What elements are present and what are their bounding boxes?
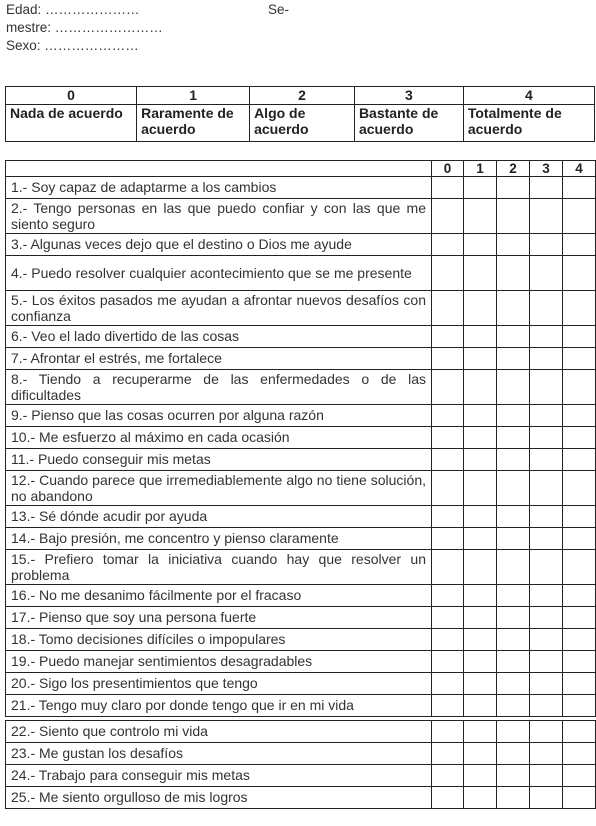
questionnaire-row	[6, 695, 596, 717]
scale-numbers-row	[6, 87, 595, 105]
answer-cell-0[interactable]	[432, 585, 464, 607]
answer-cell-0[interactable]	[432, 629, 464, 651]
answer-cell-2[interactable]	[497, 585, 530, 607]
scale-label: Totalmente de acuerdo	[463, 105, 594, 142]
answer-cell-4[interactable]	[563, 585, 596, 607]
questionnaire-row	[6, 550, 596, 585]
questionnaire-row	[6, 348, 596, 370]
answer-cell-4[interactable]	[563, 449, 596, 471]
answer-cell-4[interactable]	[563, 607, 596, 629]
answer-cell-4[interactable]	[563, 199, 596, 234]
answer-cell-2[interactable]	[497, 528, 530, 550]
column-header: 1	[464, 161, 497, 177]
question-text: 14.- Bajo presión, me concentro y pienso claramente	[6, 528, 432, 550]
questionnaire-row	[6, 651, 596, 673]
answer-cell-3[interactable]	[530, 234, 563, 256]
answer-cell-2[interactable]	[497, 695, 530, 717]
questionnaire-row	[6, 199, 596, 234]
column-header: 0	[432, 161, 464, 177]
answer-cell-4[interactable]	[563, 234, 596, 256]
scale-label: Algo de acuerdo	[250, 105, 355, 142]
answer-cell-3[interactable]	[530, 370, 563, 405]
answer-header-row	[6, 161, 596, 177]
answer-cell-0[interactable]	[432, 177, 464, 199]
question-text: 19.- Puedo manejar sentimientos desagradables	[6, 651, 432, 673]
answer-cell-3[interactable]	[530, 449, 563, 471]
question-text: 24.- Trabajo para conseguir mis metas	[6, 765, 432, 787]
question-text: 3.- Algunas veces dejo que el destino o Dios me ayude	[6, 234, 432, 256]
answer-cell-3[interactable]	[530, 673, 563, 695]
answer-cell-4[interactable]	[563, 256, 596, 291]
answer-cell-3[interactable]	[530, 721, 563, 743]
answer-cell-0[interactable]	[432, 427, 464, 449]
scale-label: Bastante de acuerdo	[354, 105, 463, 142]
answer-cell-0[interactable]	[432, 199, 464, 234]
answer-cell-4[interactable]	[563, 370, 596, 405]
answer-cell-3[interactable]	[530, 787, 563, 809]
answer-cell-1[interactable]	[464, 234, 497, 256]
answer-cell-2[interactable]	[497, 177, 530, 199]
answer-cell-1[interactable]	[464, 743, 497, 765]
semestre-field[interactable]: mestre: ……………………	[6, 20, 163, 35]
answer-cell-3[interactable]	[530, 199, 563, 234]
questionnaire-row	[6, 528, 596, 550]
questionnaire-row	[6, 629, 596, 651]
answer-cell-3[interactable]	[530, 765, 563, 787]
questionnaire-row	[6, 370, 596, 405]
answer-cell-1[interactable]	[464, 550, 497, 585]
questionnaire-row	[6, 765, 596, 787]
column-header: 4	[563, 161, 596, 177]
answer-cell-0[interactable]	[432, 348, 464, 370]
question-text: 22.- Siento que controlo mi vida	[6, 721, 432, 743]
answer-cell-3[interactable]	[530, 326, 563, 348]
answer-cell-0[interactable]	[432, 550, 464, 585]
answer-cell-3[interactable]	[530, 506, 563, 528]
answer-cell-0[interactable]	[432, 721, 464, 743]
answer-cell-1[interactable]	[464, 673, 497, 695]
answer-cell-2[interactable]	[497, 787, 530, 809]
answer-cell-1[interactable]	[464, 721, 497, 743]
answer-cell-3[interactable]	[530, 607, 563, 629]
answer-cell-3[interactable]	[530, 651, 563, 673]
sexo-field[interactable]: Sexo: …………………	[6, 38, 139, 53]
answer-cell-0[interactable]	[432, 370, 464, 405]
answer-cell-1[interactable]	[464, 256, 497, 291]
questionnaire-row	[6, 743, 596, 765]
answer-cell-4[interactable]	[563, 348, 596, 370]
column-header: 3	[530, 161, 563, 177]
answer-cell-4[interactable]	[563, 651, 596, 673]
answer-cell-3[interactable]	[530, 695, 563, 717]
answer-cell-3[interactable]	[530, 405, 563, 427]
question-text: 4.- Puedo resolver cualquier acontecimiento que se me presente	[6, 256, 432, 291]
answer-cell-2[interactable]	[497, 471, 530, 506]
answer-cell-4[interactable]	[563, 291, 596, 326]
questionnaire-row	[6, 673, 596, 695]
question-text: 18.- Tomo decisiones difíciles o impopulares	[6, 629, 432, 651]
question-text: 20.- Sigo los presentimientos que tengo	[6, 673, 432, 695]
answer-cell-2[interactable]	[497, 673, 530, 695]
questionnaire-row	[6, 326, 596, 348]
answer-cell-3[interactable]	[530, 177, 563, 199]
answer-cell-1[interactable]	[464, 471, 497, 506]
answer-cell-4[interactable]	[563, 506, 596, 528]
questionnaire-row	[6, 607, 596, 629]
scale-number: 3	[354, 87, 463, 105]
answer-cell-2[interactable]	[497, 651, 530, 673]
answer-cell-2[interactable]	[497, 607, 530, 629]
answer-cell-4[interactable]	[563, 765, 596, 787]
answer-cell-1[interactable]	[464, 765, 497, 787]
answer-cell-3[interactable]	[530, 348, 563, 370]
answer-cell-0[interactable]	[432, 673, 464, 695]
edad-field[interactable]: Edad: …………………	[6, 2, 140, 17]
questionnaire-table	[5, 160, 596, 809]
answer-cell-0[interactable]	[432, 449, 464, 471]
question-text: 10.- Me esfuerzo al máximo en cada ocasión	[6, 427, 432, 449]
answer-cell-1[interactable]	[464, 291, 497, 326]
question-text: 7.- Afrontar el estrés, me fortalece	[6, 348, 432, 370]
answer-cell-2[interactable]	[497, 348, 530, 370]
answer-cell-1[interactable]	[464, 585, 497, 607]
questionnaire-row	[6, 291, 596, 326]
scale-labels-row	[6, 105, 595, 142]
questionnaire-row	[6, 427, 596, 449]
answer-cell-2[interactable]	[497, 629, 530, 651]
answer-cell-3[interactable]	[530, 743, 563, 765]
answer-cell-4[interactable]	[563, 550, 596, 585]
question-text: 5.- Los éxitos pasados me ayudan a afrontar nuevos desafíos con confianza	[6, 291, 432, 326]
questionnaire-row	[6, 256, 596, 291]
question-text: 15.- Prefiero tomar la iniciativa cuando hay que resolver un problema	[6, 550, 432, 585]
answer-cell-2[interactable]	[497, 405, 530, 427]
response-scale-table	[5, 86, 595, 142]
answer-cell-2[interactable]	[497, 326, 530, 348]
answer-cell-1[interactable]	[464, 651, 497, 673]
answer-cell-4[interactable]	[563, 721, 596, 743]
answer-cell-0[interactable]	[432, 651, 464, 673]
answer-cell-4[interactable]	[563, 695, 596, 717]
answer-cell-2[interactable]	[497, 449, 530, 471]
answer-cell-0[interactable]	[432, 528, 464, 550]
scale-number: 1	[137, 87, 250, 105]
answer-cell-2[interactable]	[497, 370, 530, 405]
answer-cell-0[interactable]	[432, 326, 464, 348]
semestre-label-start: Se-	[268, 2, 290, 17]
answer-cell-3[interactable]	[530, 427, 563, 449]
question-text: 17.- Pienso que soy una persona fuerte	[6, 607, 432, 629]
questionnaire-row	[6, 787, 596, 809]
questionnaire-row	[6, 177, 596, 199]
answer-cell-3[interactable]	[530, 528, 563, 550]
answer-cell-0[interactable]	[432, 291, 464, 326]
scale-label: Raramente de acuerdo	[137, 105, 250, 142]
answer-cell-1[interactable]	[464, 506, 497, 528]
answer-cell-0[interactable]	[432, 743, 464, 765]
answer-cell-2[interactable]	[497, 256, 530, 291]
question-text: 13.- Sé dónde acudir por ayuda	[6, 506, 432, 528]
header-empty-cell	[6, 161, 432, 177]
answer-cell-4[interactable]	[563, 427, 596, 449]
scale-number: 4	[463, 87, 594, 105]
answer-cell-0[interactable]	[432, 234, 464, 256]
answer-cell-1[interactable]	[464, 177, 497, 199]
answer-cell-4[interactable]	[563, 405, 596, 427]
answer-cell-1[interactable]	[464, 629, 497, 651]
answer-cell-1[interactable]	[464, 695, 497, 717]
answer-cell-4[interactable]	[563, 673, 596, 695]
answer-cell-2[interactable]	[497, 550, 530, 585]
question-text: 12.- Cuando parece que irremediablemente algo no tiene solución, no abandono	[6, 471, 432, 506]
answer-cell-0[interactable]	[432, 695, 464, 717]
question-text: 9.- Pienso que las cosas ocurren por alguna razón	[6, 405, 432, 427]
questionnaire-row	[6, 721, 596, 743]
answer-cell-0[interactable]	[432, 405, 464, 427]
answer-cell-3[interactable]	[530, 291, 563, 326]
answer-cell-2[interactable]	[497, 234, 530, 256]
answer-cell-3[interactable]	[530, 550, 563, 585]
answer-cell-0[interactable]	[432, 607, 464, 629]
question-text: 16.- No me desanimo fácilmente por el fracaso	[6, 585, 432, 607]
answer-cell-4[interactable]	[563, 177, 596, 199]
questionnaire-row	[6, 234, 596, 256]
answer-cell-2[interactable]	[497, 743, 530, 765]
answer-cell-1[interactable]	[464, 427, 497, 449]
questionnaire-row	[6, 405, 596, 427]
answer-cell-1[interactable]	[464, 326, 497, 348]
question-text: 21.- Tengo muy claro por donde tengo que ir en mi vida	[6, 695, 432, 717]
answer-cell-0[interactable]	[432, 506, 464, 528]
answer-cell-4[interactable]	[563, 743, 596, 765]
question-text: 6.- Veo el lado divertido de las cosas	[6, 326, 432, 348]
question-text: 2.- Tengo personas en las que puedo confiar y con las que me siento seguro	[6, 199, 432, 234]
scale-label: Nada de acuerdo	[6, 105, 137, 142]
question-text: 1.- Soy capaz de adaptarme a los cambios	[6, 177, 432, 199]
answer-cell-2[interactable]	[497, 721, 530, 743]
answer-cell-3[interactable]	[530, 585, 563, 607]
question-text: 11.- Puedo conseguir mis metas	[6, 449, 432, 471]
question-text: 25.- Me siento orgulloso de mis logros	[6, 787, 432, 809]
answer-cell-1[interactable]	[464, 528, 497, 550]
answer-cell-1[interactable]	[464, 348, 497, 370]
answer-cell-4[interactable]	[563, 326, 596, 348]
answer-cell-4[interactable]	[563, 787, 596, 809]
questionnaire-row	[6, 471, 596, 506]
answer-cell-0[interactable]	[432, 765, 464, 787]
answer-cell-4[interactable]	[563, 629, 596, 651]
answer-cell-2[interactable]	[497, 291, 530, 326]
answer-cell-2[interactable]	[497, 199, 530, 234]
answer-cell-1[interactable]	[464, 370, 497, 405]
answer-cell-1[interactable]	[464, 449, 497, 471]
answer-cell-2[interactable]	[497, 506, 530, 528]
answer-cell-0[interactable]	[432, 787, 464, 809]
answer-cell-1[interactable]	[464, 199, 497, 234]
column-header: 2	[497, 161, 530, 177]
answer-cell-0[interactable]	[432, 256, 464, 291]
questionnaire-row	[6, 585, 596, 607]
answer-cell-4[interactable]	[563, 528, 596, 550]
question-text: 23.- Me gustan los desafíos	[6, 743, 432, 765]
answer-cell-3[interactable]	[530, 471, 563, 506]
scale-number: 2	[250, 87, 355, 105]
answer-cell-2[interactable]	[497, 765, 530, 787]
question-text: 8.- Tiendo a recuperarme de las enfermedades o de las dificultades	[6, 370, 432, 405]
answer-cell-1[interactable]	[464, 607, 497, 629]
scale-number: 0	[6, 87, 137, 105]
answer-cell-0[interactable]	[432, 471, 464, 506]
answer-cell-1[interactable]	[464, 405, 497, 427]
answer-cell-1[interactable]	[464, 787, 497, 809]
answer-cell-3[interactable]	[530, 256, 563, 291]
questionnaire-row	[6, 506, 596, 528]
answer-cell-4[interactable]	[563, 471, 596, 506]
answer-cell-3[interactable]	[530, 629, 563, 651]
answer-cell-2[interactable]	[497, 427, 530, 449]
questionnaire-row	[6, 449, 596, 471]
